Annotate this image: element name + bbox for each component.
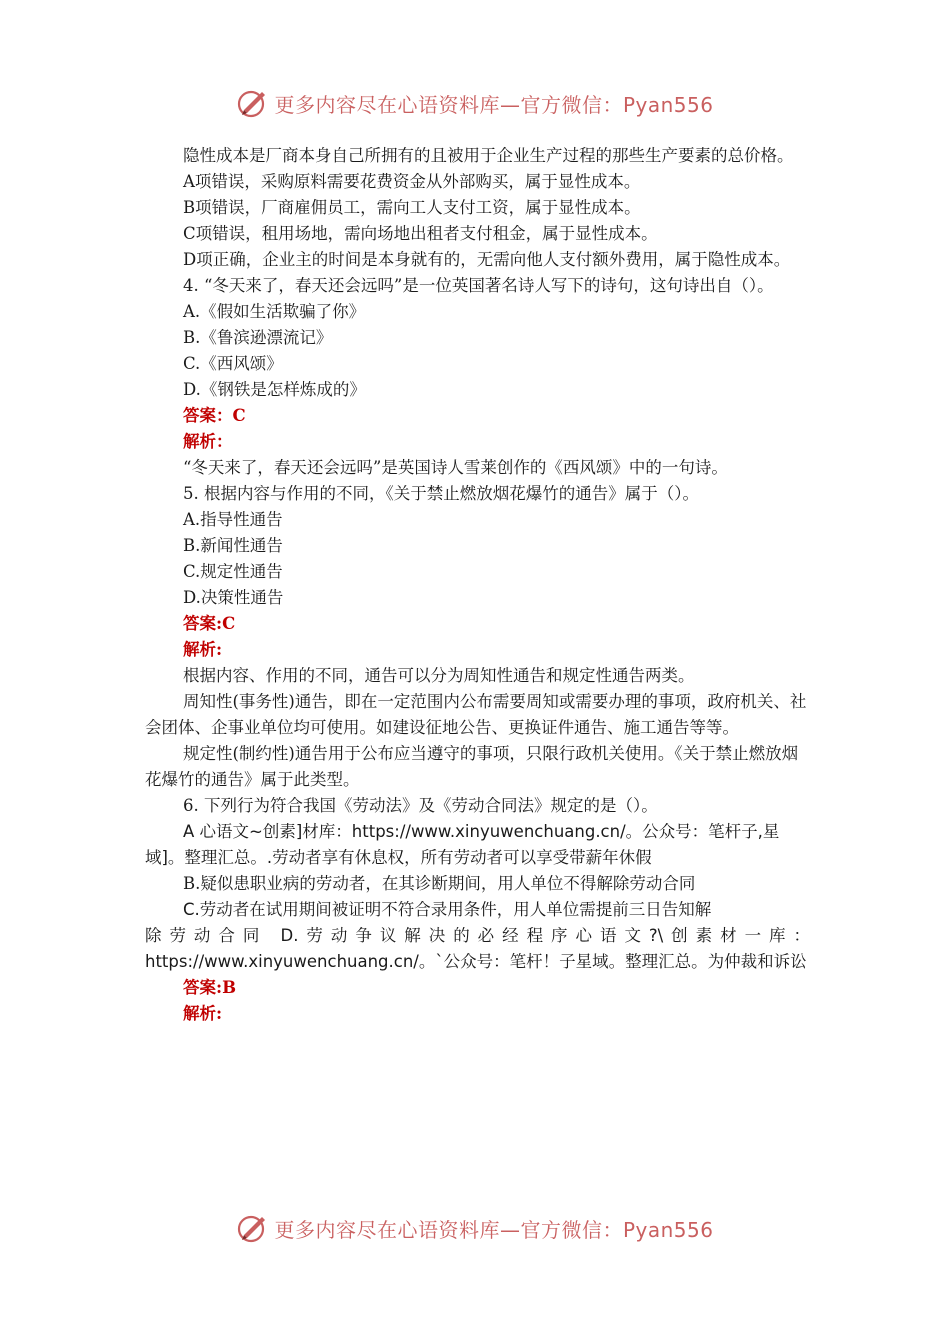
footer-watermark [0,1208,950,1248]
paragraph: 根据内容、作用的不同，通告可以分为周知性通告和规定性通告两类。 [183,666,695,685]
paragraph: C项错误，租用场地，需向场地出租者支付租金，属于显性成本。 [183,224,658,243]
option-c: C.《西风颂》 [183,354,283,373]
option-d-continued: https://www.xinyuwenchuang.cn/。`公众号：笔杆！子星域。整理汇总。为仲裁和诉讼 [145,952,807,971]
header-watermark [0,83,950,123]
analysis-label: 解析： [183,432,233,451]
banner-text: 更多内容尽在心语资料库—官方微信：Pyan556 [274,1217,714,1242]
option-c: C.规定性通告 [183,562,283,581]
option-c: C.劳动者在试用期间被证明不符合录用条件，用人单位需提前三日告知解 [183,900,712,919]
option-c-continued: 除劳动合同 D.劳动争议解决的必经程序心语文?\创素材一库： [145,926,810,945]
banner-text: 更多内容尽在心语资料库—官方微信：Pyan556 [274,92,714,117]
option-d: D.决策性通告 [183,588,284,607]
paragraph: 规定性(制约性)通告用于公布应当遵守的事项，只限行政机关使用。《关于禁止燃放烟花爆竹的通告》属于此类型。 [145,744,799,789]
paragraph: 周知性(事务性)通告，即在一定范围内公布需要周知或需要办理的事项，政府机关、社会团体、企事业单位均可使用。如建设征地公告、更换证件通告、施工通告等等。 [145,692,807,737]
question-6: 6. 下列行为符合我国《劳动法》及《劳动合同法》规定的是（）。 [183,796,658,815]
answer-label: 答案:C [183,614,236,633]
answer-label: 答案:B [183,978,237,997]
paragraph: “冬天来了，春天还会远吗”是英国诗人雪莱创作的《西风颂》中的一句诗。 [183,458,728,477]
option-b: B.新闻性通告 [183,536,283,555]
paragraph: D项正确，企业主的时间是本身就有的，无需向他人支付额外费用，属于隐性成本。 [183,250,791,269]
document-body [145,143,810,1027]
analysis-label: 解析: [183,640,223,659]
pen-logo-icon [236,86,270,120]
option-a: A.指导性通告 [183,510,283,529]
option-b: B.疑似患职业病的劳动者，在其诊断期间，用人单位不得解除劳动合同 [183,874,696,893]
option-b: B.《鲁滨逊漂流记》 [183,328,333,347]
answer-label: 答案：C [183,406,246,425]
paragraph: B项错误，厂商雇佣员工，需向工人支付工资，属于显性成本。 [183,198,641,217]
question-4: 4. “冬天来了，春天还会远吗”是一位英国著名诗人写下的诗句，这句诗出自（）。 [183,276,774,295]
option-a: A.《假如生活欺骗了你》 [183,302,366,321]
pen-logo-icon [236,1211,270,1245]
paragraph: 隐性成本是厂商本身自己所拥有的且被用于企业生产过程的那些生产要素的总价格。 [183,146,794,165]
option-d: D.《钢铁是怎样炼成的》 [183,380,366,399]
paragraph: A项错误，采购原料需要花费资金从外部购买，属于显性成本。 [183,172,641,191]
option-a: A 心语文~创素]材库：https://www.xinyuwenchuang.cn/。公众号：笔杆子,星域]。整理汇总。.劳动者享有休息权，所有劳动者可以享受带薪年休假 [145,822,780,867]
analysis-label: 解析: [183,1004,223,1023]
question-5: 5. 根据内容与作用的不同，《关于禁止燃放烟花爆竹的通告》属于（）。 [183,484,699,503]
